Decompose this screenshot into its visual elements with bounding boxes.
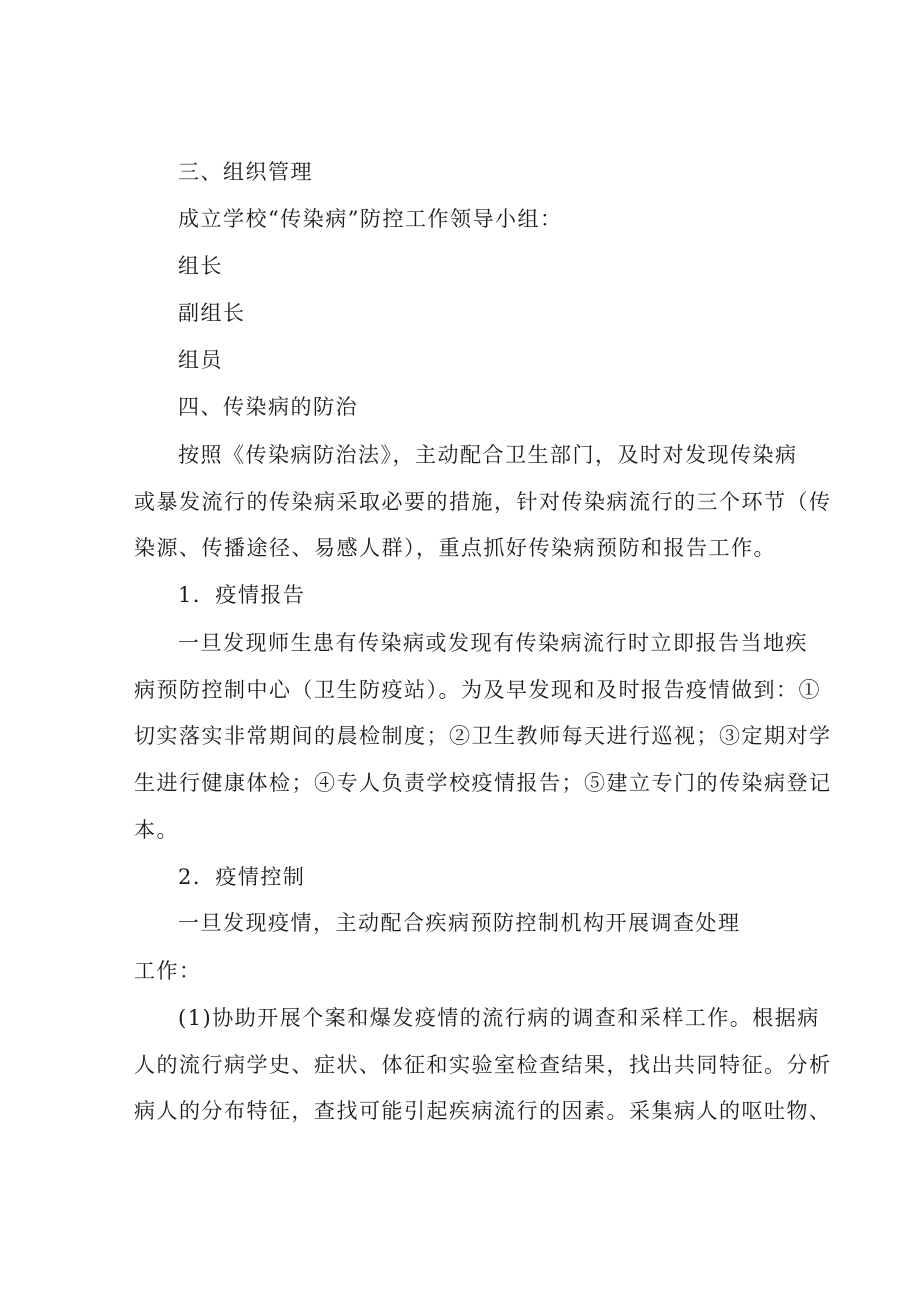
section-4-heading: 四、传染病的防治 xyxy=(178,395,358,419)
section-4-para-line-1: 按照《传染病防治法》，主动配合卫生部门，及时对发现传染病 xyxy=(178,443,798,467)
section-4-para-line-3: 染源、传播途径、易感人群），重点抓好传染病预防和报告工作。 xyxy=(134,536,776,560)
item-1-para-line-2: 病预防控制中心（卫生防疫站）。为及早发现和及时报告疫情做到：① xyxy=(134,678,821,702)
section-4-para-line-2: 或暴发流行的传染病采取必要的措施，针对传染病流行的三个环节（传 xyxy=(134,490,832,514)
item-2-para-line-1: 一旦发现疫情，主动配合疾病预防控制机构开展调查处理 xyxy=(178,911,741,935)
section-3-intro: 成立学校“传染病”防控工作领导小组： xyxy=(178,207,563,231)
sub-1-para-line-2: 人的流行病学史、症状、体征和实验室检查结果，找出共同特征。分析 xyxy=(134,1053,832,1077)
role-vice-leader: 副组长 xyxy=(178,301,246,325)
item-1-heading: 1．疫情报告 xyxy=(178,583,306,607)
sub-1-para-line-3: 病人的分布特征，查找可能引起疾病流行的因素。采集病人的呕吐物、 xyxy=(134,1099,832,1123)
item-2-para-line-2: 工作： xyxy=(134,959,202,983)
item-1-para-line-5: 本。 xyxy=(134,818,179,842)
sub-1-para-line-1: (1)协助开展个案和爆发疫情的流行病的调查和采样工作。根据病 xyxy=(178,1006,820,1030)
role-member: 组员 xyxy=(178,348,223,372)
item-1-para-line-3: 切实落实非常期间的晨检制度；②卫生教师每天进行巡视；③定期对学 xyxy=(134,724,832,748)
item-1-para-line-4: 生进行健康体检；④专人负责学校疫情报告；⑤建立专门的传染病登记 xyxy=(134,771,832,795)
item-2-heading: 2．疫情控制 xyxy=(178,865,306,889)
item-1-para-line-1: 一旦发现师生患有传染病或发现有传染病流行时立即报告当地疾 xyxy=(178,631,808,655)
section-3-heading: 三、组织管理 xyxy=(178,160,313,184)
role-leader: 组长 xyxy=(178,254,223,278)
